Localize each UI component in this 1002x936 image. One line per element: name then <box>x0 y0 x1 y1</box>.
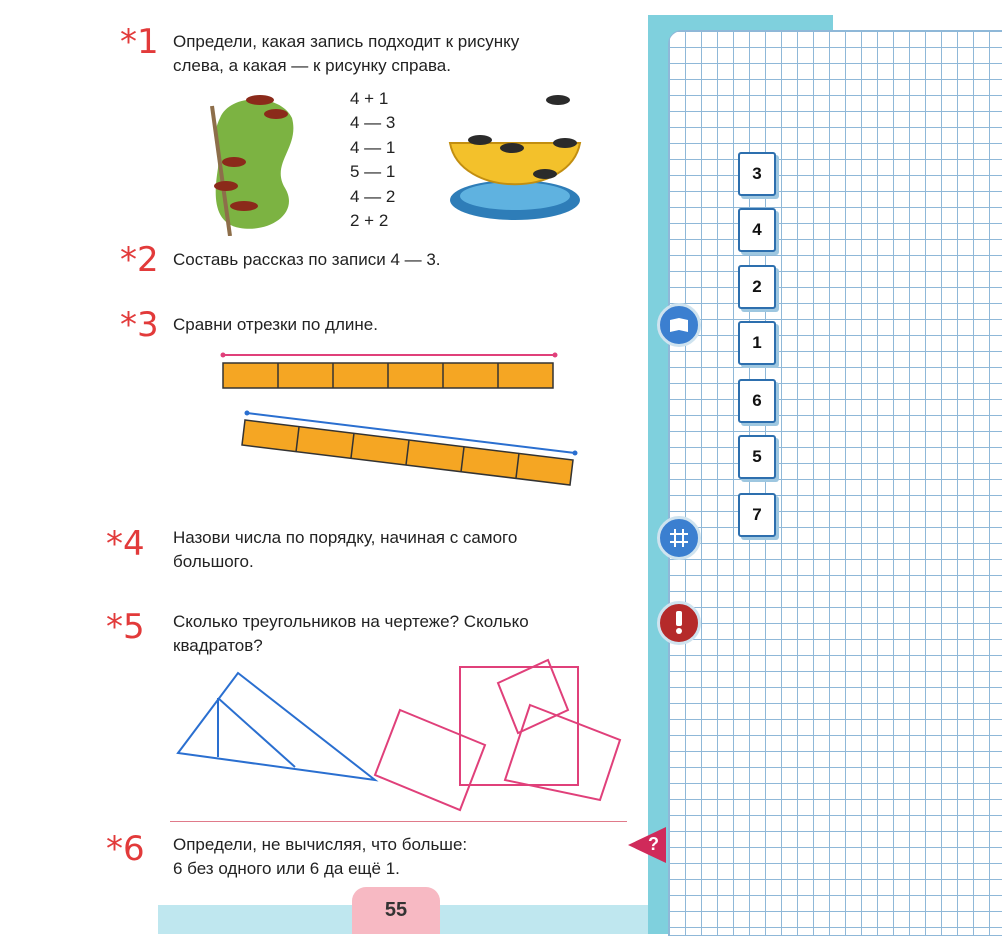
book-icon[interactable] <box>657 303 701 347</box>
task-5-text-line1: Сколько треугольников на чертеже? Сколько <box>173 612 529 631</box>
expression-5: 4 — 2 <box>350 187 396 206</box>
expression-3: 4 — 1 <box>350 138 396 157</box>
task-4-text-line1: Назови числа по порядку, начиная с самого <box>173 528 518 547</box>
bar-top <box>223 363 553 388</box>
number-card: 6 <box>738 379 776 423</box>
grid-icon[interactable] <box>657 516 701 560</box>
number-card: 2 <box>738 265 776 309</box>
graph-paper <box>668 30 1002 936</box>
expression-6: 2 + 2 <box>350 211 389 230</box>
number-card: 3 <box>738 152 776 196</box>
number-card: 5 <box>738 435 776 479</box>
task-1-marker: *1 <box>120 22 159 62</box>
segments-drawing <box>215 345 585 495</box>
squares-figure <box>375 660 620 810</box>
task-5-text-line2: квадратов? <box>173 636 263 655</box>
task-4-text-line2: большого. <box>173 552 254 571</box>
task-4-marker: *4 <box>106 524 145 564</box>
bar-bottom <box>242 420 573 485</box>
help-triangle-icon[interactable] <box>628 827 666 863</box>
task-1-text-line1: Определи, какая запись подходит к рисунку <box>173 32 520 51</box>
number-card: 1 <box>738 321 776 365</box>
page-number: 55 <box>352 887 440 934</box>
expression-1: 4 + 1 <box>350 89 389 108</box>
expression-4: 5 — 1 <box>350 162 396 181</box>
number-card: 7 <box>738 493 776 537</box>
task-2-text: Составь рассказ по записи 4 — 3. <box>173 250 441 269</box>
task-6-marker: *6 <box>106 829 145 869</box>
task-2-marker: *2 <box>120 240 159 280</box>
number-card: 4 <box>738 208 776 252</box>
shapes-drawing <box>170 655 630 820</box>
task-6-text-line1: Определи, не вычисляя, что больше: <box>173 835 468 854</box>
task-1-text-line2: слева, а какая — к рисунку справа. <box>173 56 451 75</box>
triangles-figure <box>178 673 375 780</box>
expression-2: 4 — 3 <box>350 113 396 132</box>
divider <box>170 821 627 822</box>
ants-on-branch-picture <box>200 88 310 236</box>
task-3-text: Сравни отрезки по длине. <box>173 315 378 334</box>
task-6-text-line2: 6 без одного или 6 да ещё 1. <box>173 859 400 878</box>
exclamation-icon[interactable] <box>657 601 701 645</box>
task-3-marker: *3 <box>120 305 159 345</box>
task-5-marker: *5 <box>106 607 145 647</box>
help-question-mark: ? <box>648 834 659 854</box>
wasps-on-melon-picture <box>440 88 590 228</box>
